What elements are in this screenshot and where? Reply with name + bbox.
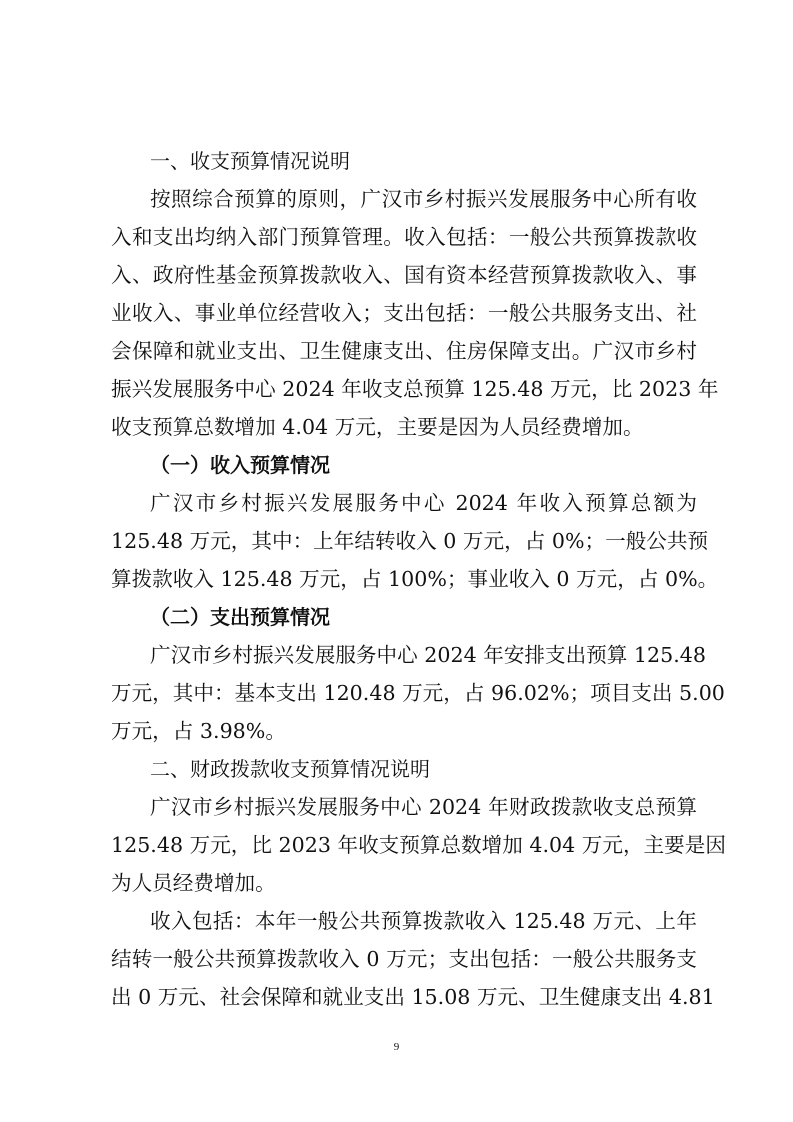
paragraph-line: 出 0 万元、社会保障和就业支出 15.08 万元、卫生健康支出 4.81 (111, 985, 715, 1009)
paragraph-line: 广汉市乡村振兴发展服务中心 2024 年安排支出预算 125.48 (150, 643, 706, 667)
paragraph-line: 收支预算总数增加 4.04 万元，主要是因为人员经费增加。 (111, 415, 644, 439)
paragraph-line: 入、政府性基金预算拨款收入、国有资本经营预算拨款收入、事 (111, 263, 697, 287)
paragraph-line: 结转一般公共预算拨款收入 0 万元；支出包括：一般公共服务支 (111, 947, 697, 971)
subsection-heading-income-budget: （一）收入预算情况 (150, 453, 330, 477)
paragraph-line: 125.48 万元，比 2023 年收支预算总数增加 4.04 万元，主要是因 (111, 833, 726, 857)
paragraph-line: 广汉市乡村振兴发展服务中心 2024 年收入预算总额为 (150, 491, 697, 515)
paragraph-line: 广汉市乡村振兴发展服务中心 2024 年财政拨款收支总预算 (150, 795, 697, 819)
paragraph-line: 收入包括：本年一般公共预算拨款收入 125.48 万元、上年 (150, 909, 697, 933)
paragraph-line: 算拨款收入 125.48 万元，占 100%；事业收入 0 万元，占 0%。 (111, 567, 719, 591)
subsection-heading-expense-budget: （二）支出预算情况 (150, 605, 330, 629)
page-number: 9 (393, 1041, 400, 1053)
paragraph-line: 万元，其中：基本支出 120.48 万元，占 96.02%；项目支出 5.00 (111, 681, 725, 705)
section-heading-fiscal-appropriation: 二、财政拨款收支预算情况说明 (150, 757, 430, 781)
paragraph-line: 为人员经费增加。 (111, 871, 276, 895)
section-heading-budget-overview: 一、收支预算情况说明 (150, 149, 350, 173)
paragraph-line: 会保障和就业支出、卫生健康支出、住房保障支出。广汉市乡村 (111, 339, 697, 363)
paragraph-line: 振兴发展服务中心 2024 年收支总预算 125.48 万元，比 2023 年 (111, 377, 719, 401)
paragraph-line: 入和支出均纳入部门预算管理。收入包括：一般公共预算拨款收 (111, 225, 697, 249)
paragraph-line: 按照综合预算的原则，广汉市乡村振兴发展服务中心所有收 (150, 187, 697, 211)
paragraph-line: 业收入、事业单位经营收入；支出包括：一般公共服务支出、社 (111, 301, 697, 325)
paragraph-line: 万元，占 3.98%。 (111, 719, 286, 743)
paragraph-line: 125.48 万元，其中：上年结转收入 0 万元，占 0%；一般公共预 (111, 529, 709, 553)
